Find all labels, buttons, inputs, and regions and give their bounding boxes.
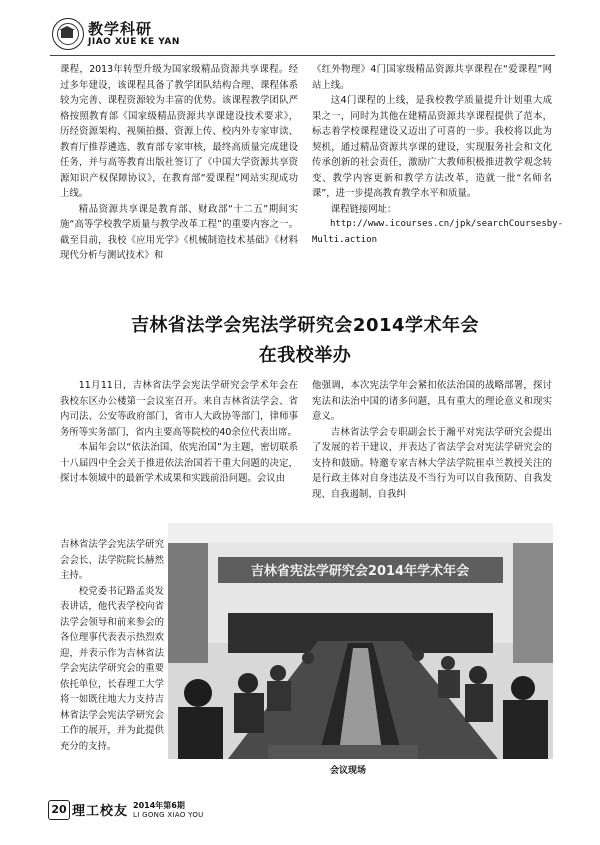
paragraph: 他强调，本次宪法学年会紧扣依法治国的战略部署，探讨宪法和法治中国的诸多问题，具有重大的理论意义和现实意义。 (312, 380, 552, 422)
article-right-column (312, 378, 552, 502)
section-title-pinyin: JIAO XUE KE YAN (88, 37, 180, 47)
page-number: 20 (48, 800, 70, 820)
article-title-line2: 在我校举办 (258, 345, 352, 366)
paragraph: 11月11日，吉林省法学会宪法学研究会学术年会在我校东区办公楼第一会议室召开。来自吉林省法学会、省内司法、公安等政府部门，省市人大政协等部门，律师事务所等实务部门，省内主要高等院校的40余位代表出席。 (60, 380, 298, 438)
paragraph: 《红外物理》4门国家级精品资源共享课程在“爱课程”网站上线。 (312, 64, 552, 91)
paragraph: 吉林省法学会宪法学研究会会长、法学院院长赫然主持。 (60, 539, 164, 581)
course-link[interactable]: http://www.icourses.cn/jpk/searchCoursesby-Multi.action (312, 219, 563, 245)
article-left-column (60, 378, 298, 487)
paragraph: 校党委书记路孟炎发表讲话，他代表学校向省法学会领导和前来参会的各位理事代表表示热烈欢迎，并表示作为吉林省法学会宪法学研究会的重要依托单位，长春理工大学将一如既往地大力支持吉林省法学会宪法学研究会工作的展开，并为此提供充分的支持。 (60, 585, 164, 752)
article-title: 吉林省法学会宪法学研究会2014学术年会 (130, 315, 480, 336)
photo-banner-text: 吉林省宪法学研究会2014年学术年会 (250, 564, 470, 579)
footer-journal-pinyin: LI GONG XIAO YOU (133, 811, 204, 819)
paragraph: 课程，2013年转型升级为国家级精品资源共享课程。经过多年建设，该课程具备了教学团队结构合理、课程体系较为完善、课程资源较为丰富的优势。该课程教学团队严格按照教育部《国家级精品资源共享课建设技术要求》，历经资源架构、视频拍摄、资源上传、校内外专家审读、教育厅推荐遴选、教育部专家审核，最终高质量完成建设任务，并与高等教育出版社签订了《中国大学资源共享资源知识产权保障协议》，在教育部“爱课程”网站实现成功上线。 (60, 64, 298, 199)
university-logo-icon (52, 18, 84, 50)
header-divider (50, 55, 555, 56)
paragraph: 本届年会以“依法治国、依宪治国”为主题，密切联系十八届四中全会关于推进依法治国若干重大问题的决定，探讨本领域中的最新学术成果和实践前沿问题。会议由 (60, 442, 298, 484)
photo-caption: 会议现场 (330, 766, 367, 776)
prev-article-right-column (312, 62, 563, 248)
footer-journal-name: 理工校友 (72, 804, 129, 819)
paragraph: 吉林省法学会专职副会长于瀚平对宪法学研究会提出了发展的若干建议，并表达了省法学会对宪法学研究会的支持和鼓励。特邀专家吉林大学法学院崔卓兰教授关注的是行政主体对自身违法及不当行为可以自我预防、自我发现、自我遏制、自我纠 (312, 426, 552, 500)
prev-article-left-column (60, 62, 298, 264)
section-title: 教学科研 (88, 20, 153, 38)
link-label: 课程链接网址： (330, 203, 397, 215)
meeting-photo (168, 523, 553, 759)
paragraph: 这4门课程的上线，是我校教学质量提升计划重大成果之一，同时为其他在建精品资源共享课程提供了范本，标志着学校课程建设又迈出了可喜的一步。我校将以此为契机，通过精品资源共享课的建设，实现服务社会和文化传承创新的社会责任，激励广大教师积极推进教学观念转变、教学内容更新和教学方法改革，造就一批“名师名课”，进一步提高教育教学水平和质量。 (312, 95, 552, 199)
footer-issue: 2014年第6期 (133, 801, 185, 810)
article-narrow-column (60, 537, 164, 754)
paragraph: 精品资源共享课是教育部、财政部“十二五”期间实施“高等学校教学质量与教学改革工程”的重要内容之一。截至目前，我校《应用光学》《机械制造技术基础》《材料现代分析与测试技术》和 (60, 203, 298, 261)
